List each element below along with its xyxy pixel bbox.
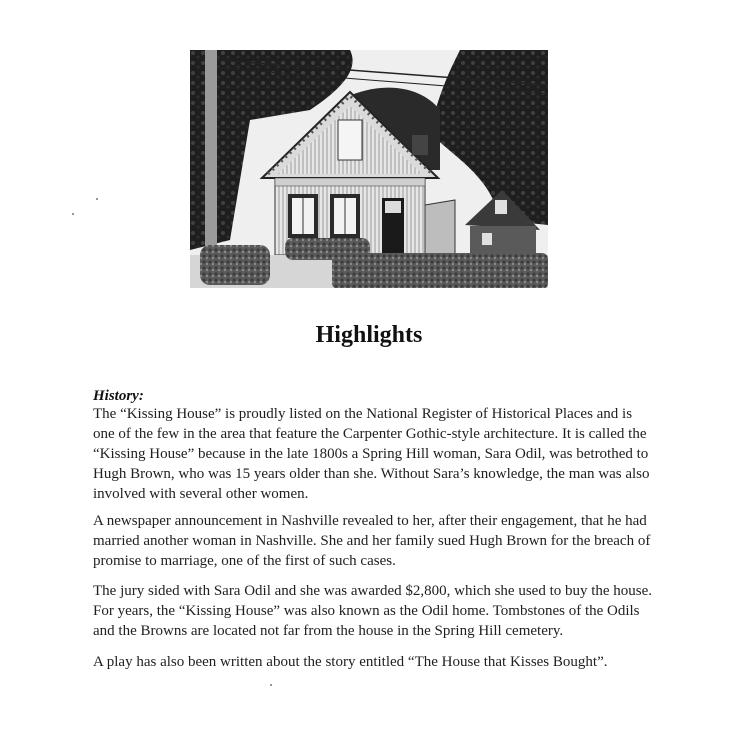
page-title: Highlights	[315, 322, 423, 348]
scan-speck	[270, 684, 272, 686]
house-photo-illustration	[190, 50, 548, 292]
paragraph-4: A play has also been written about the story entitled “The House that Kisses Bought”.	[93, 654, 608, 670]
paragraph-1: The “Kissing House” is proudly listed on the National Register of Historical Places and is one of the few in the area that feature the Carpenter Gothic-style architecture. It is called the “Kissing House” because in the late 1800s a Spring Hill woman, Sara Odil, was betrothed to Hugh Brown, who was 15 years older than she. Without Sara’s knowledge, the man was also involved with several other women.	[93, 406, 650, 502]
paragraph-2: A newspaper announcement in Nashville revealed to her, after their engagement, that he had married another woman in Nashville. She and her family sued Hugh Brown for the breach of promise to marriage, one of the first of such cases.	[93, 513, 651, 569]
scan-speck	[72, 213, 74, 215]
paragraph-3: The jury sided with Sara Odil and she was awarded $2,800, which she used to buy the house. For years, the “Kissing House” was also known as the Odil home. Tombstones of the Odils and the Browns are located not far from the house in the Spring Hill cemetery.	[93, 583, 653, 639]
scan-speck	[96, 198, 98, 200]
section-label-history: History:	[93, 388, 144, 404]
house-photo	[190, 50, 548, 292]
